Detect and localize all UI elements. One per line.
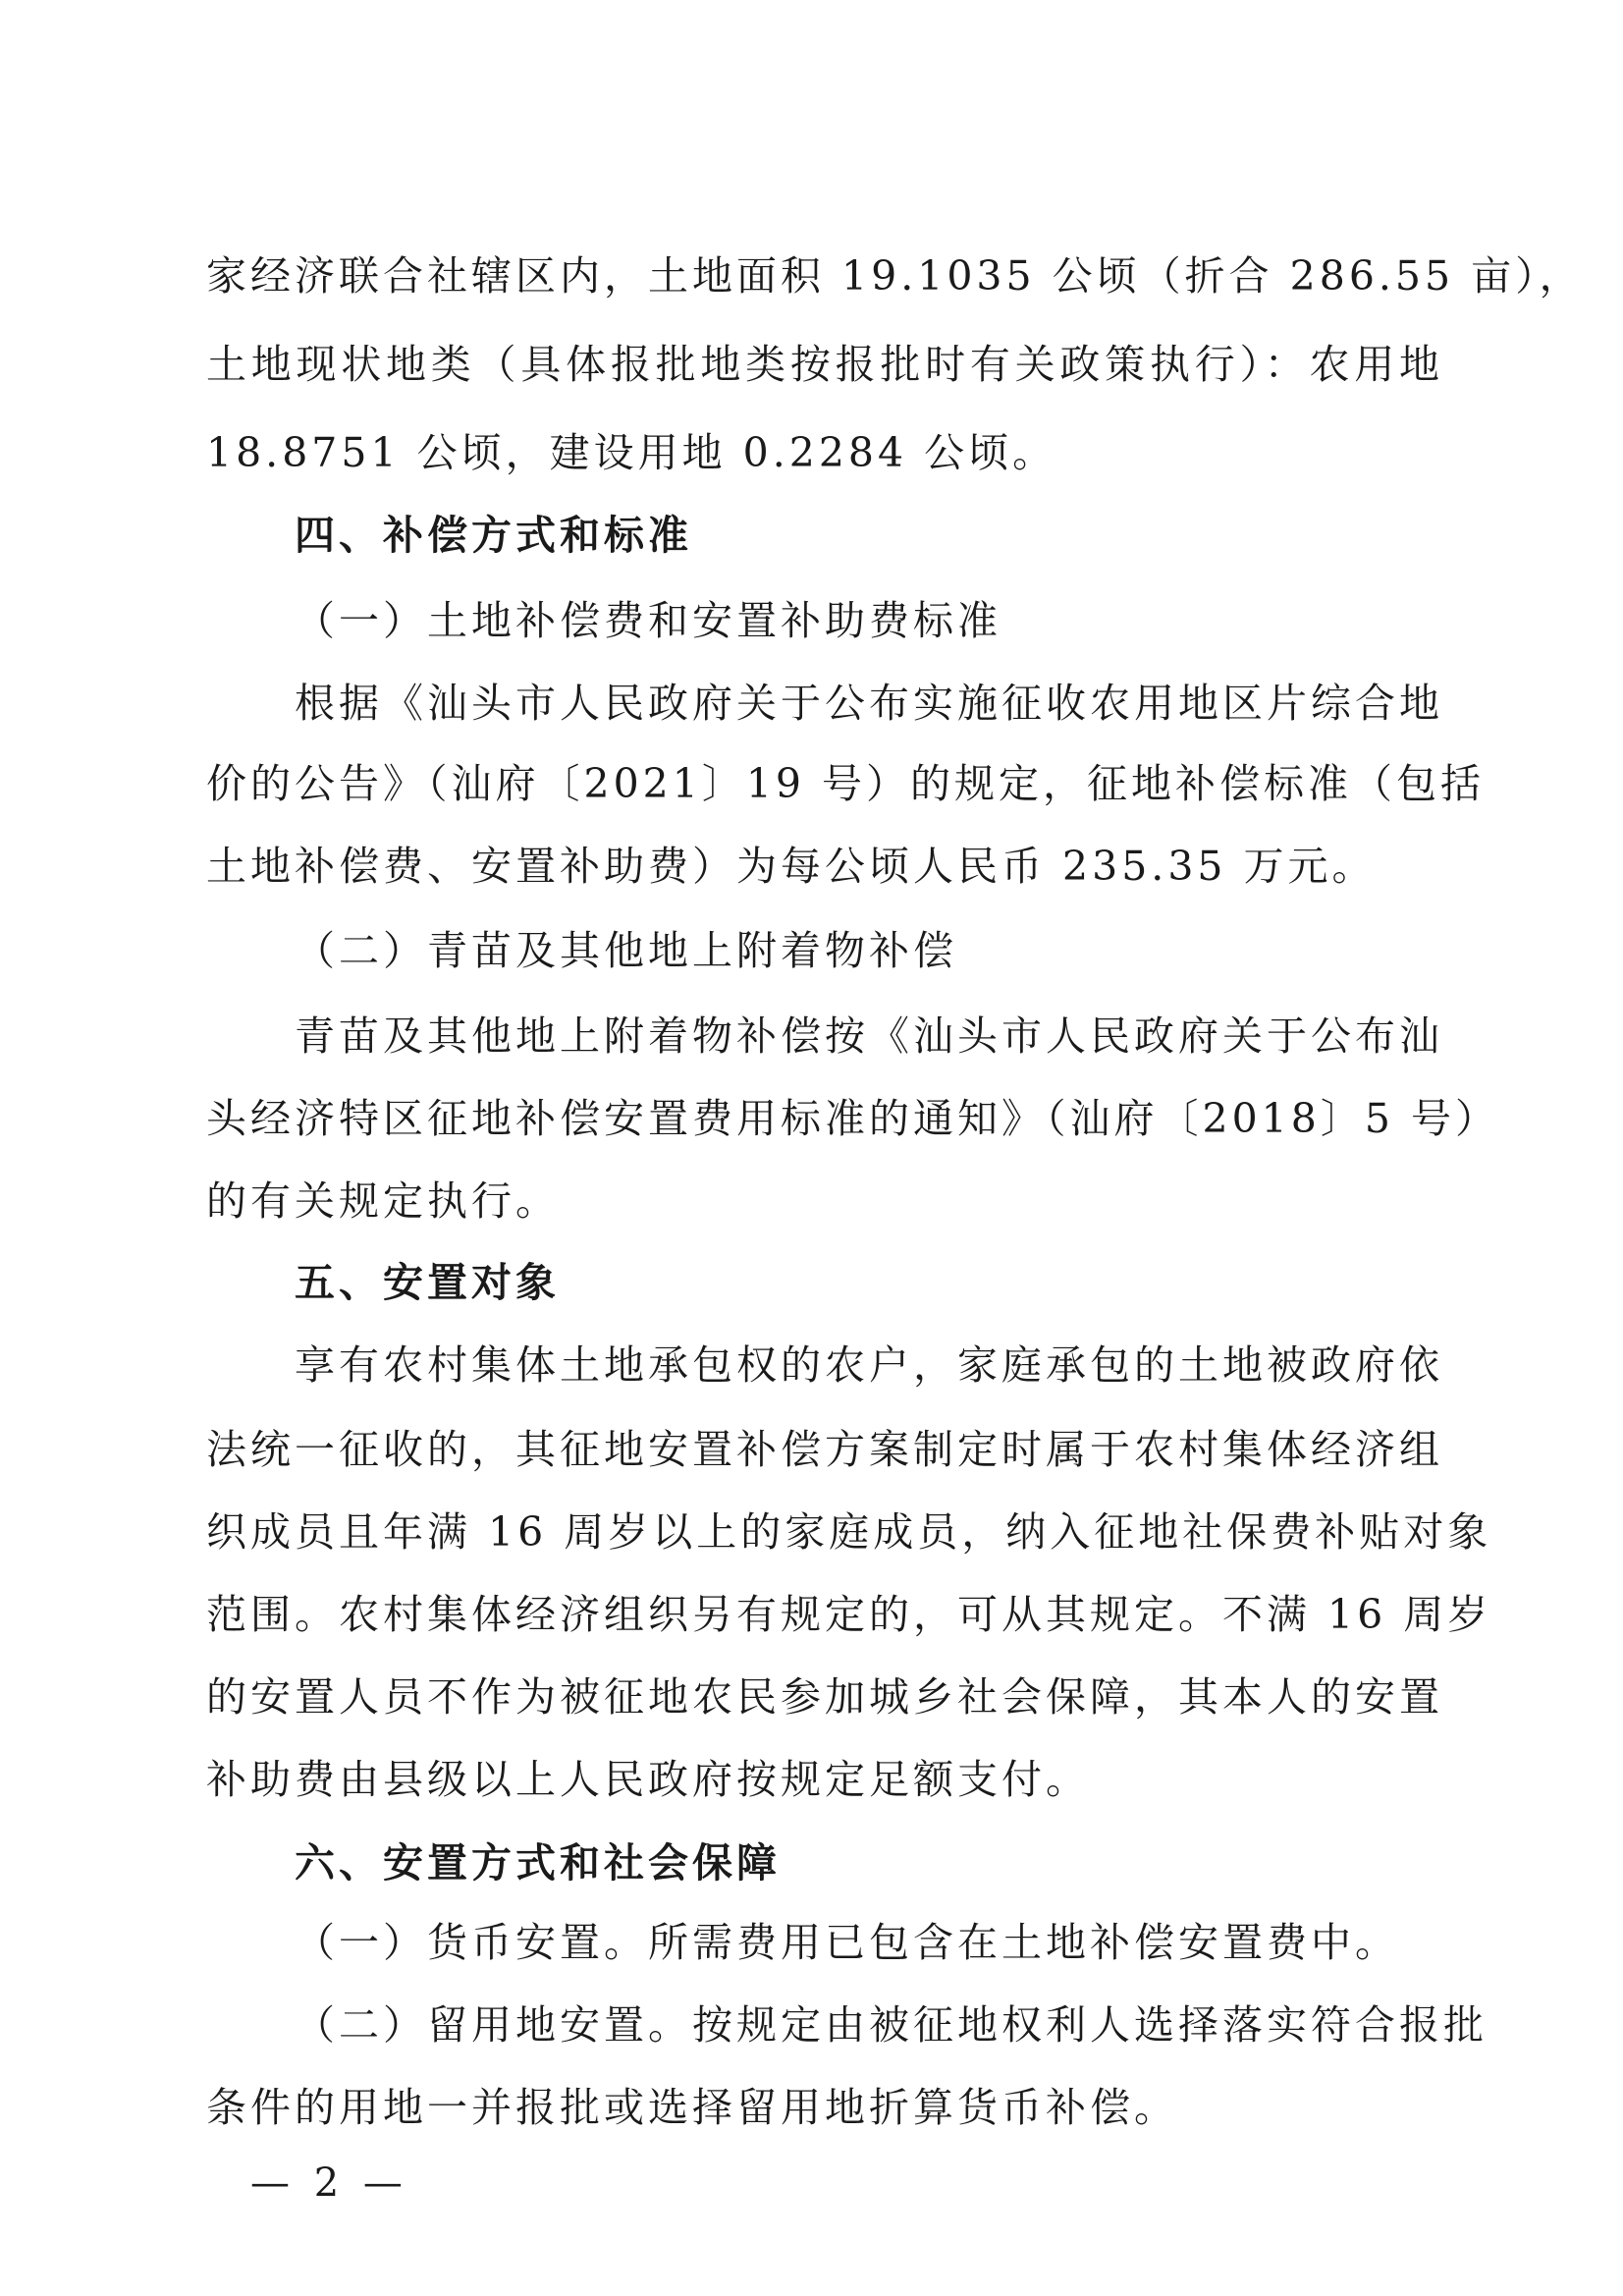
paragraph-line-15: 法统一征收的，其征地安置补偿方案制定时属于农村集体经济组 (206, 1426, 1443, 1473)
paragraph-line-6: 根据《汕头市人民政府关于公布实施征收农用地区片综合地 (295, 680, 1443, 727)
paragraph-line-1: 家经济联合社辖区内，土地面积 19.1035 公顷（折合 286.55 亩）， (206, 252, 1584, 300)
page-number: — 2 — (250, 2160, 408, 2206)
section-heading-5: 五、安置对象 (295, 1259, 560, 1306)
paragraph-line-21: （一）货币安置。所需费用已包含在土地补偿安置费中。 (295, 1919, 1399, 1966)
paragraph-line-14: 享有农村集体土地承包权的农户，家庭承包的土地被政府依 (295, 1341, 1443, 1389)
paragraph-line-7: 价的公告》（汕府〔2021〕19 号）的规定，征地补偿标准（包括 (206, 760, 1486, 807)
paragraph-line-23: 条件的用地一并报批或选择留用地折算货币补偿。 (206, 2084, 1178, 2131)
paragraph-line-22: （二）留用地安置。按规定由被征地权利人选择落实符合报批 (295, 2001, 1488, 2049)
paragraph-line-3: 18.8751 公顷，建设用地 0.2284 公顷。 (206, 429, 1057, 476)
paragraph-line-19: 补助费由县级以上人民政府按规定足额支付。 (206, 1756, 1090, 1803)
paragraph-line-16: 织成员且年满 16 周岁以上的家庭成员，纳入征地社保费补贴对象 (206, 1508, 1492, 1556)
paragraph-line-11: 头经济特区征地补偿安置费用标准的通知》（汕府〔2018〕5 号） (206, 1095, 1499, 1142)
section-heading-4: 四、补偿方式和标准 (295, 512, 692, 559)
paragraph-line-18: 的安置人员不作为被征地农民参加城乡社会保障，其本人的安置 (206, 1673, 1443, 1721)
paragraph-line-10: 青苗及其他地上附着物补偿按《汕头市人民政府关于公布汕 (295, 1012, 1443, 1060)
paragraph-line-17: 范围。农村集体经济组织另有规定的，可从其规定。不满 16 周岁 (206, 1591, 1492, 1638)
subsection-heading-4-1: （一）土地补偿费和安置补助费标准 (295, 597, 1001, 644)
paragraph-line-2: 土地现状地类（具体报批地类按报批时有关政策执行）：农用地 (206, 341, 1443, 388)
subsection-heading-4-2: （二）青苗及其他地上附着物补偿 (295, 927, 957, 974)
paragraph-line-12: 的有关规定执行。 (206, 1177, 560, 1225)
paragraph-line-8: 土地补偿费、安置补助费）为每公顷人民币 235.35 万元。 (206, 843, 1377, 890)
section-heading-6: 六、安置方式和社会保障 (295, 1839, 781, 1886)
